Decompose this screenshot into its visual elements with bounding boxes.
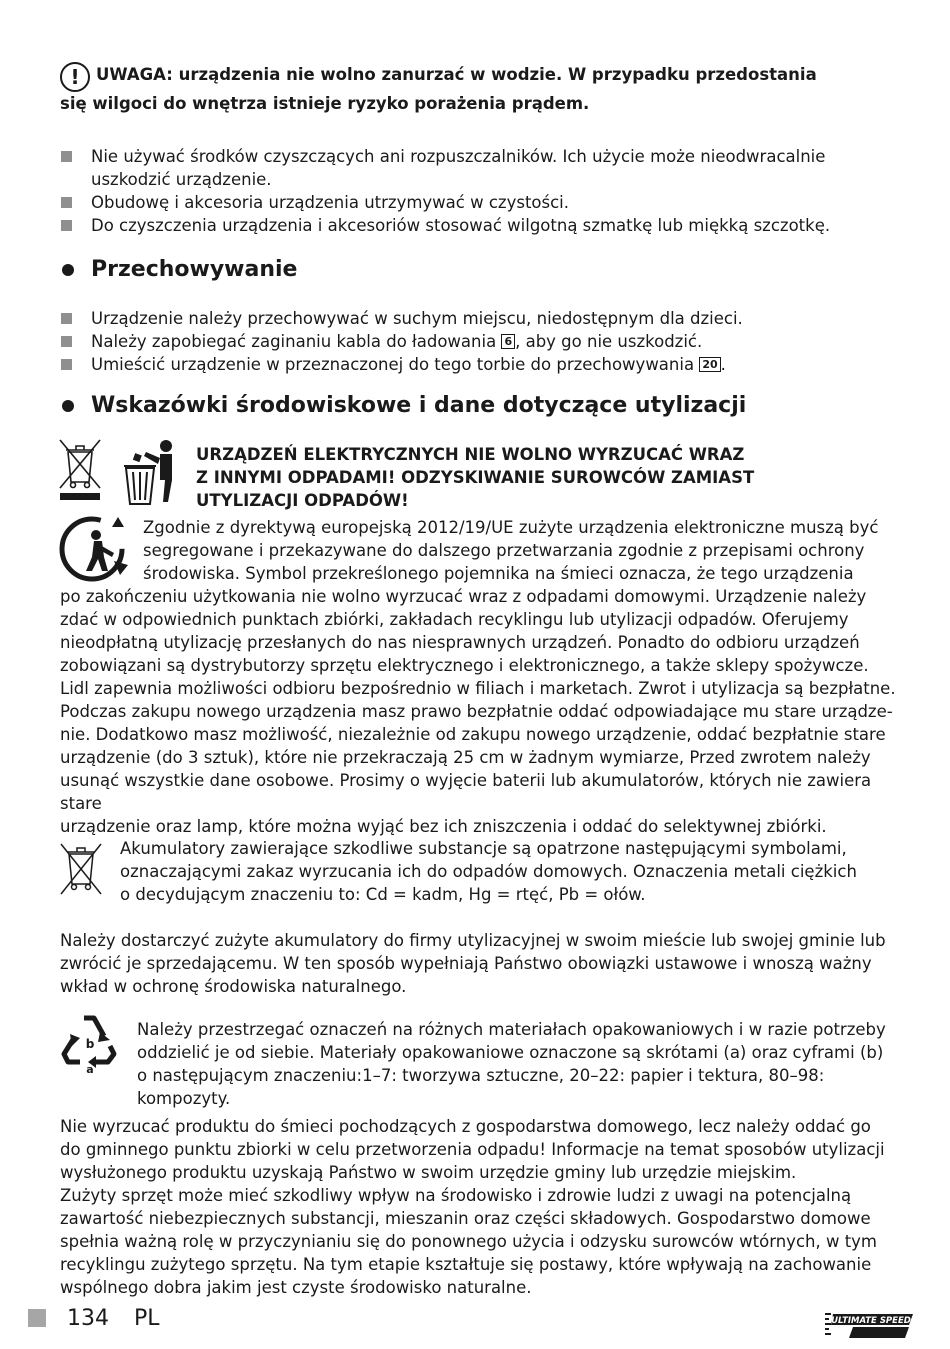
- recycling-person-icon: [56, 513, 132, 585]
- reference-number: 6: [501, 334, 515, 349]
- list-item: Nie używać środków czyszczących ani rozpuszczalników. Ich użycie może nieodwracalnie uszkodzić urządzenie.: [60, 145, 900, 191]
- warning-block: [60, 62, 890, 115]
- brand-logo: [823, 1311, 915, 1341]
- directive-text: po zakończeniu użytkowania nie wolno wyrzucać wraz z odpadami domowymi. Urządzenie należy zdać w odpowiednich punktach zbiórki, zakładach recyklingu lub utylizacji odpadów. Oferujemy nieodpłatną utylizację przesłanych do nas niesprawnych urządzeń. Ponadto do odbioru urządzeń zobowiązani są dystrybutorzy sprzętu elektrycznego i elektronicznego, a także sklepy spożywcze. Lidl zapewnia możliwości odbioru bezpośrednio w filiach i marketach. Zwrot i utylizacja są bezpłatne. Podczas zakupu nowego urządzenia masz prawo bezpłatnie oddać odpowiadające mu stare urządze- nie. Dodatkowo masz możliwość, niezależnie od zakupu nowego urządzenie, oddać bezpłatnie stare urządzenie (do 3 sztuk), które nie przekraczają 25 cm w żadnym wymiarze, Przed zwrotem należy usunąć wszystkie dane osobowe. Prosimy o wyjęcie baterii lub akumulatorów, których nie zawiera stare urządzenie oraz lamp, które można wyjąć bez ich zniszczenia i oddać do selektywnej zbiórki.: [60, 587, 896, 836]
- caps-warning: URZĄDZEŃ ELEKTRYCZNYCH NIE WOLNO WYRZUCAĆ WRAZ Z INNYMI ODPADAMI! ODZYSKIWANIE SUROWCÓW ZAMIAST UTYLIZACJI ODPADÓW!: [196, 445, 755, 510]
- directive-text-indented: Zgodnie z dyrektywą europejską 2012/19/UE zużyte urządzenia elektroniczne muszą być segregowane i przekazywane do dalszego przetwarzania zgodnie z przepisami ochrony środowiska. Symbol przekreślonego pojemnika na śmieci oznacza, że tego urządzenia: [143, 518, 879, 583]
- dispose-in-bin-icon: [120, 438, 182, 506]
- crossed-bin-icon: [58, 438, 102, 502]
- storage-list: [60, 307, 900, 376]
- battery-return-text: Należy dostarczyć zużyte akumulatory do firmy utylizacyjnej w swoim mieście lub swojej gminie lub zwrócić je sprzedającemu. W ten sposób wypełniają Państwo obowiązki ustawowe i wnoszą ważny wkład w ochronę środowiska naturalnego.: [60, 931, 886, 996]
- battery-crossed-bin-icon: [58, 842, 104, 896]
- page-number: 134: [67, 1306, 109, 1331]
- page-language: PL: [134, 1306, 160, 1331]
- final-text: Nie wyrzucać produktu do śmieci pochodzących z gospodarstwa domowego, lecz należy oddać go do gminnego punktu zbiorki w celu przetworzenia odpadu! Informacje na temat sposobów utylizacji wysłużonego produktu uzyskają Państwo w swoim urzędzie gminy lub urzędzie miejskim. Zużyty sprzęt może mieć szkodliwy wpływ na środowisko i zdrowie ludzi z uwagi na potencjalną zawartość niebezpiecznych substancji, mieszanin oraz części składowych. Gospodarstwo domowe spełnia ważną rolę w przyczynianiu się do ponownego użycia i odzysku surowców wtórnych, w tym recyklingu zużytego sprzętu. Na tym etapie kształtuje się postawy, które wpływają na zachowanie wspólnego dobra jakim jest czyste środowisko naturalne.: [60, 1117, 885, 1297]
- reference-number: 20: [699, 357, 720, 372]
- exclamation-circle-icon: !: [60, 62, 90, 92]
- warning-line-2: się wilgoci do wnętrza istnieje ryzyko porażenia prądem.: [60, 94, 590, 113]
- warning-line-1: ! UWAGA: urządzenia nie wolno zanurzać w wodzie. W przypadku przedostania: [60, 62, 890, 92]
- list-item: Należy zapobiegać zaginaniu kabla do ładowania 6 , aby go nie uszkodzić.: [60, 330, 900, 353]
- list-item: Urządzenie należy przechowywać w suchym miejscu, niedostępnym dla dzieci.: [60, 307, 900, 330]
- brand-name: ULTIMATE SPEED: [831, 1316, 911, 1326]
- recycle-triangle-icon: [60, 1010, 120, 1074]
- list-item: Umieścić urządzenie w przeznaczonej do tego torbie do przechowywania 20 .: [60, 353, 900, 376]
- recycle-label-b: b: [85, 1037, 95, 1051]
- packaging-text: Należy przestrzegać oznaczeń na różnych materiałach opakowaniowych i w razie potrzeby oddzielić je od siebie. Materiały opakowaniowe oznaczone są skrótami (a) oraz cyframi (b) o następującym znaczeniu:1–7: tworzywa sztuczne, 20–22: papier i tektura, 80–98: kompozyty.: [137, 1020, 886, 1108]
- list-item: Do czyszczenia urządzenia i akcesoriów stosować wilgotną szmatkę lub miękką szczotkę.: [60, 214, 900, 237]
- list-item: Obudowę i akcesoria urządzenia utrzymywać w czystości.: [60, 191, 900, 214]
- recycle-label-a: a: [86, 1063, 94, 1074]
- section-title-storage: Przechowywanie: [60, 256, 297, 284]
- cleaning-list: [60, 145, 900, 237]
- section-title-environment: Wskazówki środowiskowe i dane dotyczące utylizacji: [60, 392, 746, 420]
- battery-text: Akumulatory zawierające szkodliwe substancje są opatrzone następującymi symbolami, oznaczającymi zakaz wyrzucania ich do odpadów domowych. Oznaczenia metali ciężkich o decydującym znaczeniu to: Cd = kadm, Hg = rtęć, Pb = ołów.: [120, 839, 857, 904]
- page-marker: [28, 1309, 46, 1327]
